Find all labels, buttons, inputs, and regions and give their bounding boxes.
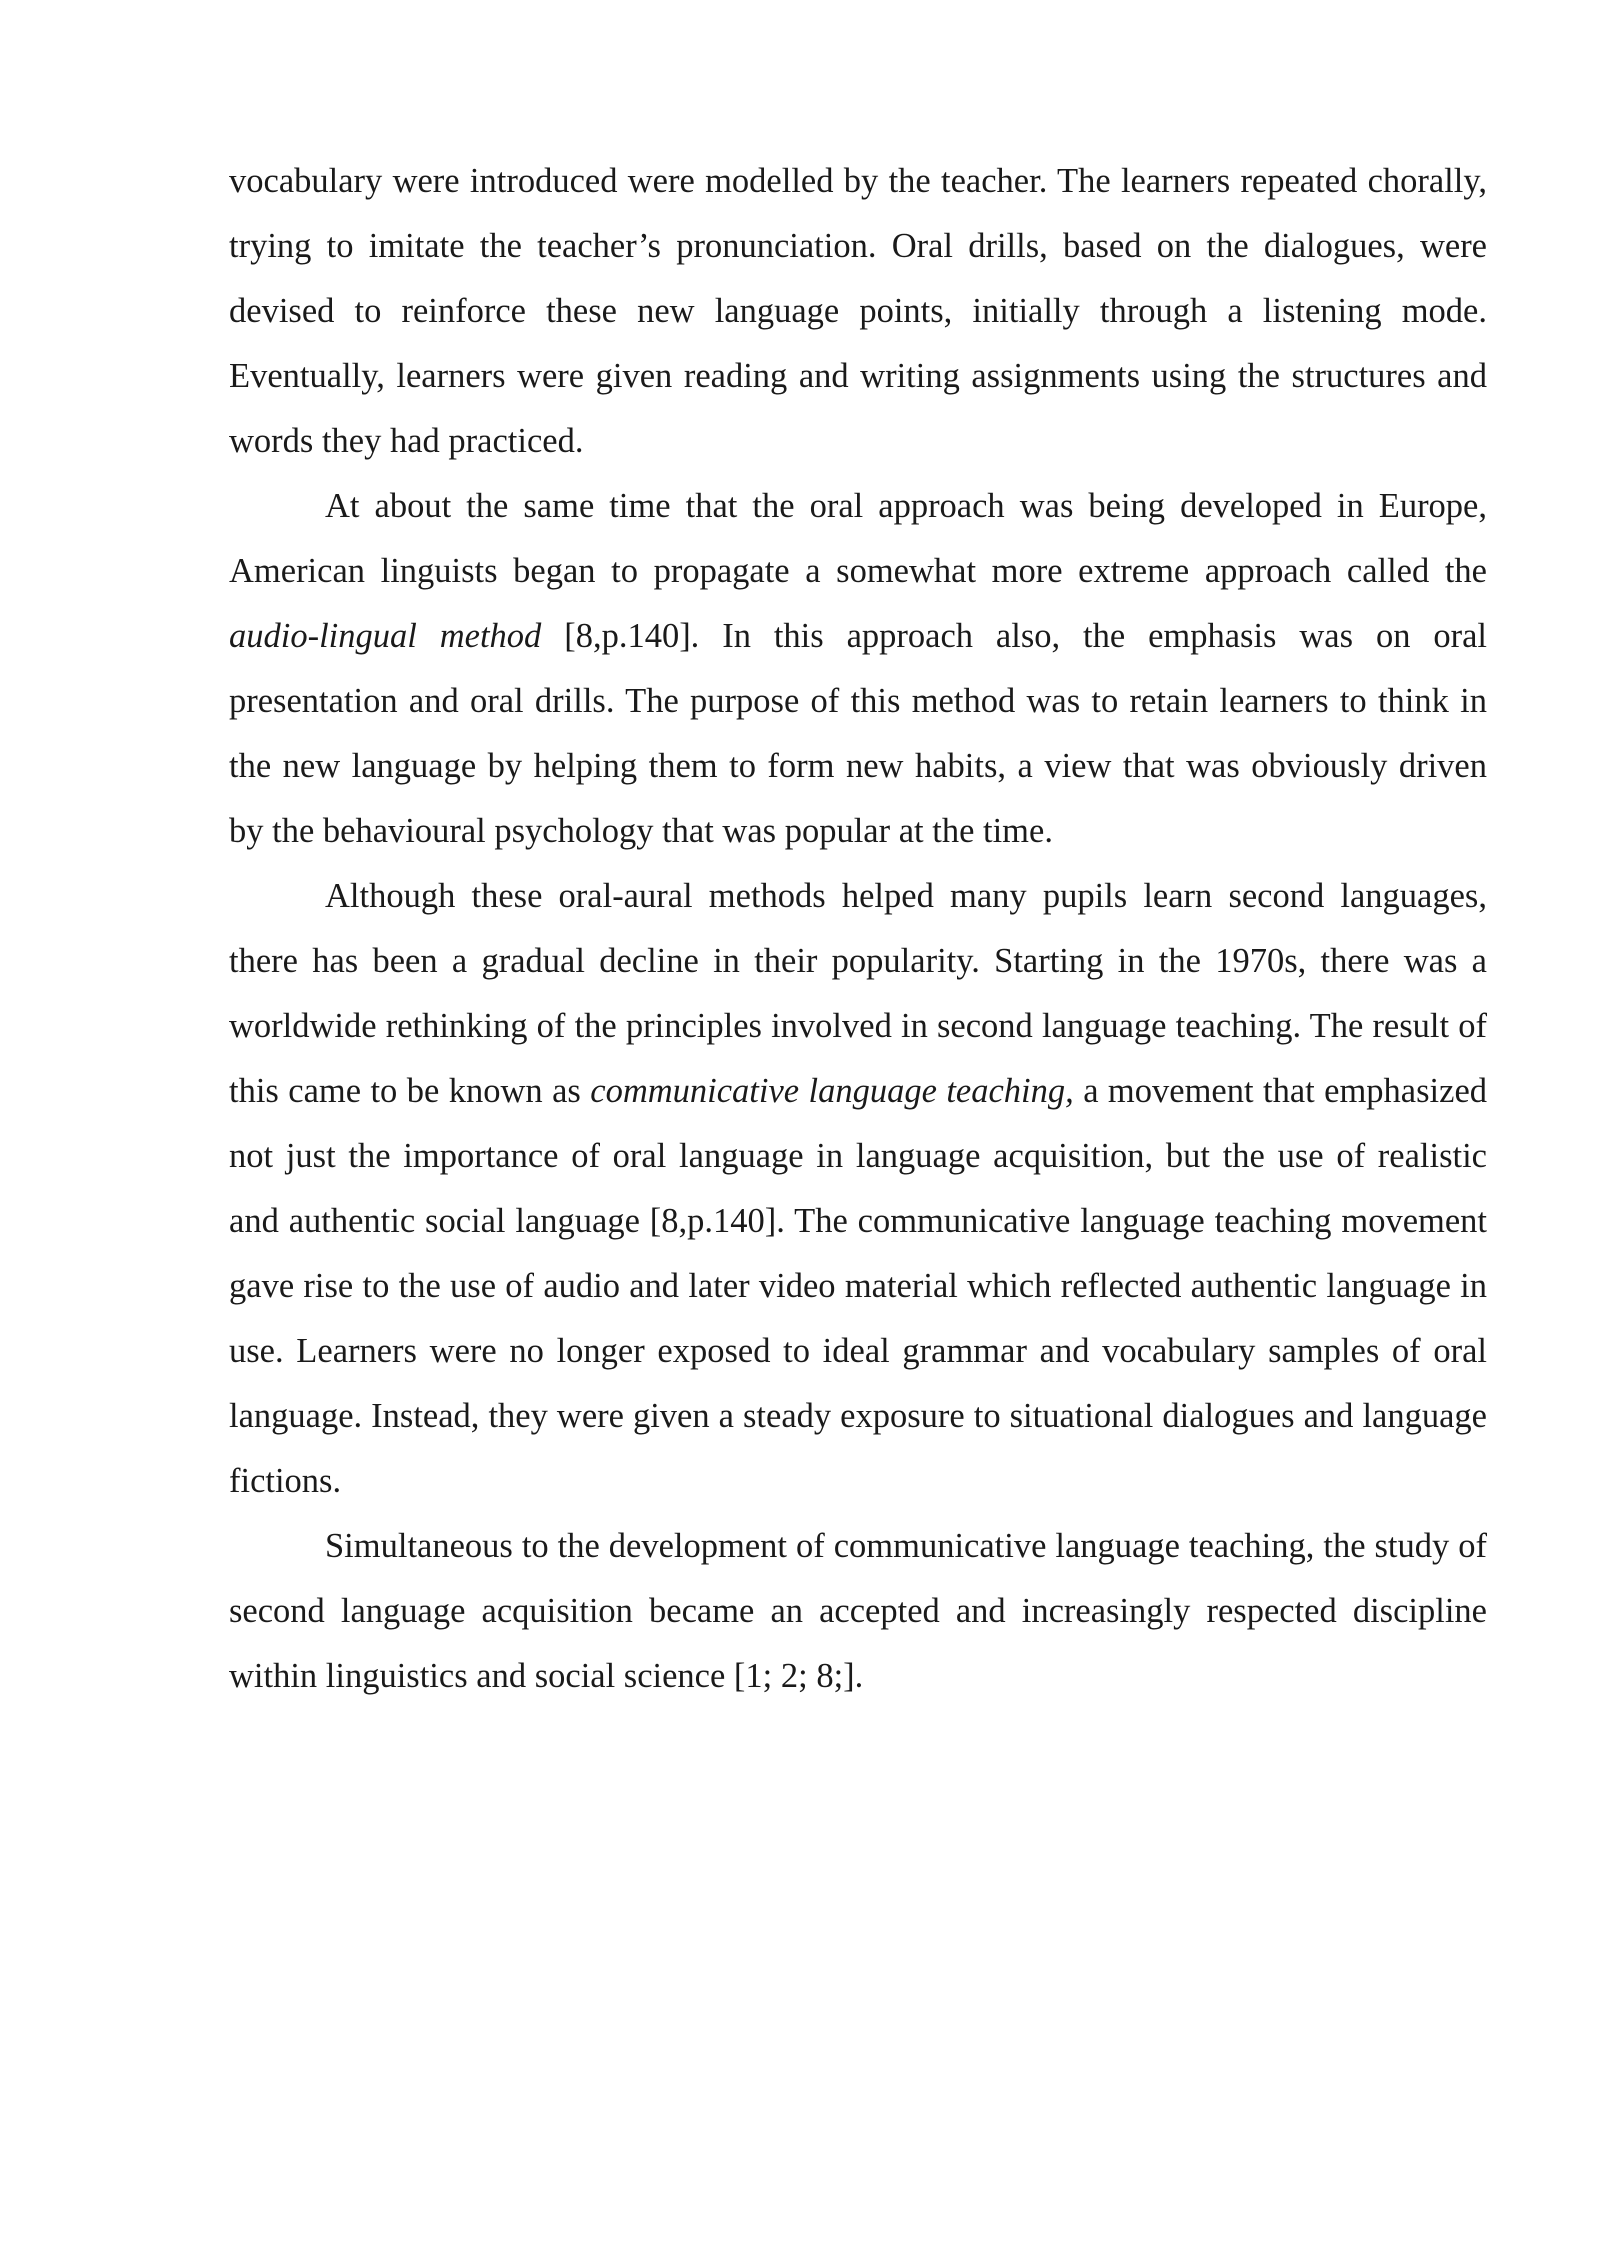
document-body — [229, 149, 1487, 1709]
paragraph-4 — [229, 1514, 1487, 1709]
communicative-language-teaching-term: communicative language teaching, — [590, 1072, 1074, 1110]
paragraph-2 — [229, 474, 1487, 864]
paragraph-4-text: Simultaneous to the development of communicative language teaching, the study of second language acquisition became an accepted and increasingly respected discipline within linguistics and social science [1; 2; 8;]. — [229, 1527, 1487, 1695]
paragraph-3 — [229, 864, 1487, 1514]
paragraph-1 — [229, 149, 1487, 474]
paragraph-2-text-b: [8,p.140]. In this approach also, the emphasis was on oral presentation and oral drills. The purpose of this method was to retain learners to think in the new language by helping them to form new habits, a view that was obviously driven by the behavioural psychology that was popular at the time. — [229, 617, 1487, 850]
paragraph-3-text-b: a movement that emphasized not just the importance of oral language in language acquisition, but the use of realistic and authentic social language [8,p.140]. The communicative language teaching movement gave rise to the use of audio and later video material which reflected authentic language in use. Learners were no longer exposed to ideal grammar and vocabulary samples of oral language. Instead, they were given a steady exposure to situational dialogues and language fictions. — [229, 1072, 1488, 1500]
paragraph-2-text-a: At about the same time that the oral approach was being developed in Europe, American linguists began to propagate a somewhat more extreme approach called the — [229, 487, 1487, 590]
paragraph-3-text-a: Although these oral-aural methods helped many pupils learn second languages, there has been a gradual decline in their popularity. Starting in the 1970s, there was a worldwide rethinking of the principles involved in second language teaching. The result of this came to be known as — [229, 877, 1487, 1110]
audio-lingual-method-term: audio-lingual method — [229, 617, 542, 655]
paragraph-1-text: vocabulary were introduced were modelled by the teacher. The learners repeated chorally, trying to imitate the teacher’s pronunciation. Oral drills, based on the dialogues, were devised to reinforce these new language points, initially through a listening mode. Eventually, learners were given reading and writing assignments using the structures and words they had practiced. — [229, 162, 1487, 460]
